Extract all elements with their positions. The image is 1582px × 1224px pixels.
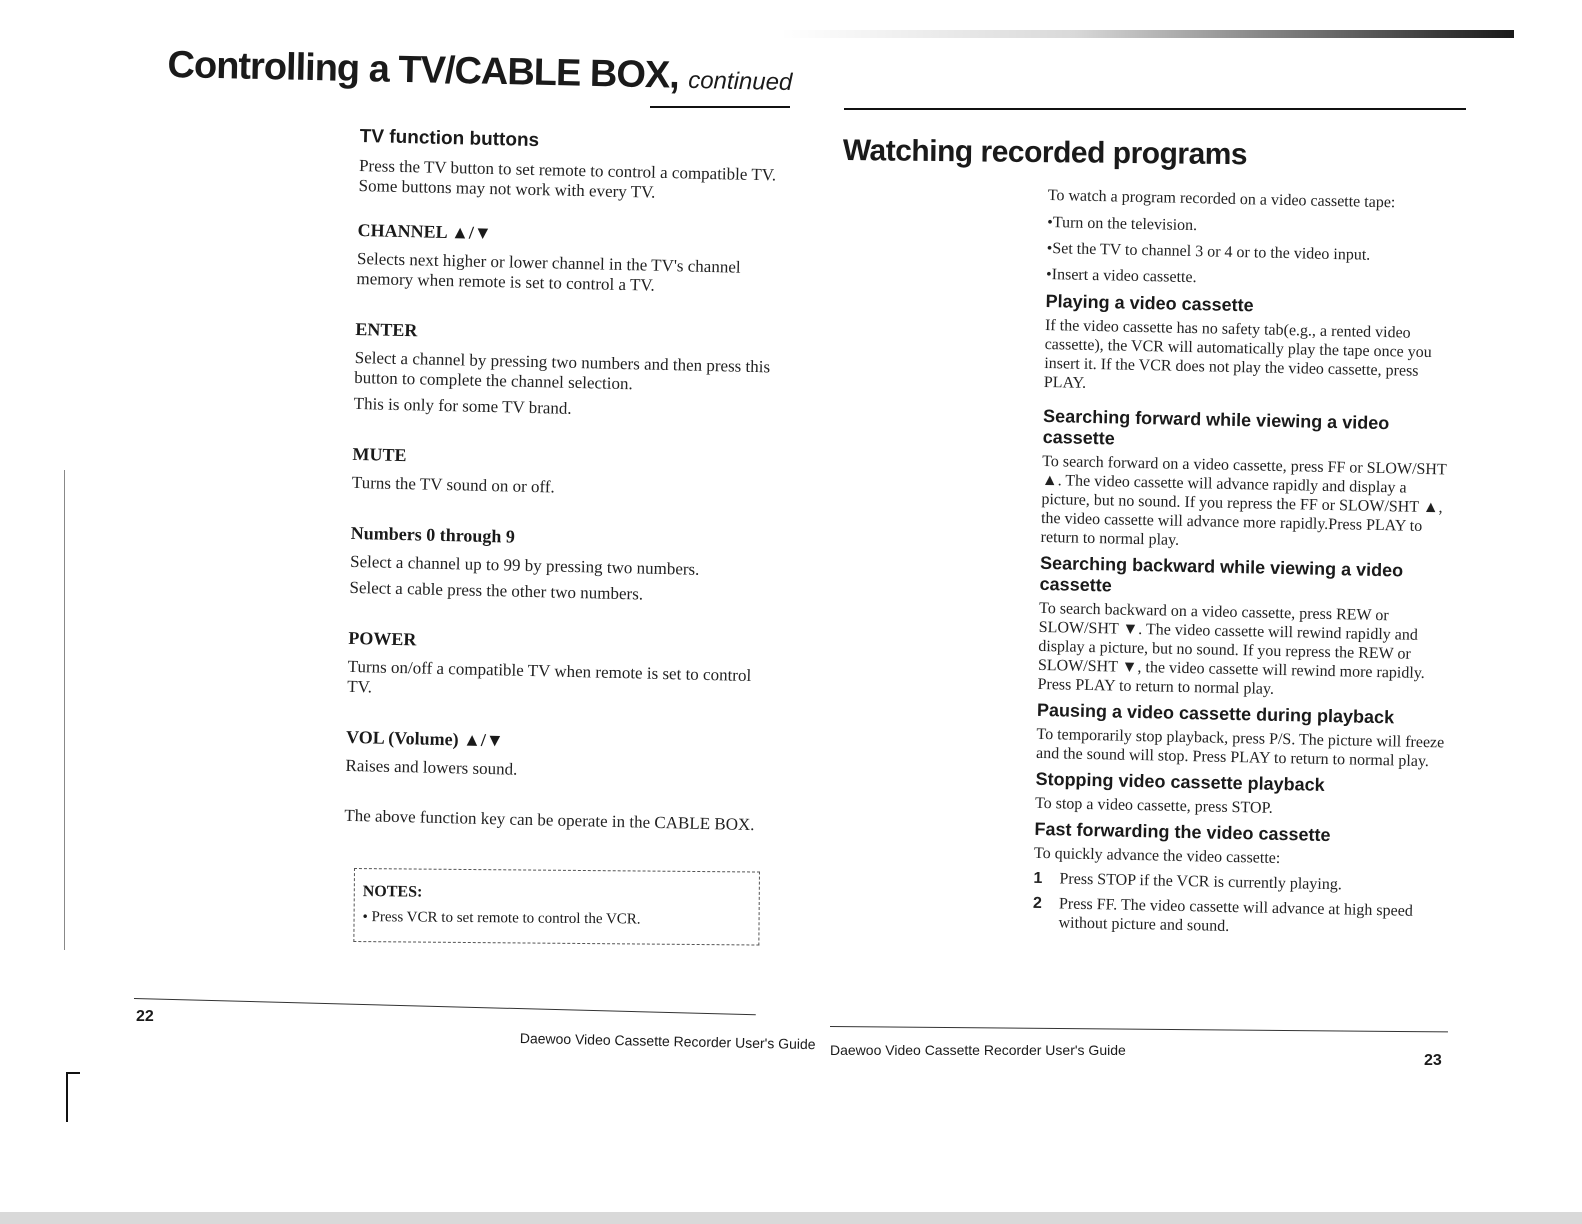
section-text: To search forward on a video cassette, press FF or SLOW/SHT ▲. The video cassette will advance rapidly and display a picture, but no sound. If you repress the FF or SLOW/SHT ▲, the video cassette will advance more rapidly.Press PLAY to return to normal play. <box>1040 452 1447 549</box>
notes-box <box>353 868 760 946</box>
header-rule <box>844 108 1466 110</box>
section-heading: TV function buttons <box>359 126 540 152</box>
footer-rule <box>830 1026 1448 1032</box>
corner-mark <box>66 1072 68 1122</box>
closing-text: The above function key can be operate in the CABLE BOX. <box>344 805 755 835</box>
bullet-item: •Set the TV to channel 3 or 4 or to the video input. <box>1046 239 1371 264</box>
right-content <box>1032 186 1458 940</box>
page-title: Watching recorded programs <box>842 134 1248 172</box>
section-heading: Searching backward while viewing a video cassette <box>1039 552 1404 596</box>
notes-label: NOTES: <box>362 883 423 901</box>
page-title <box>167 44 793 100</box>
function-text: Selects next higher or lower channel in the TV's channel memory when remote is set to control a TV. <box>356 248 741 295</box>
function-item <box>353 319 785 424</box>
section-text: To search backward on a video cassette, press REW or SLOW/SHT ▼. The video cassette will rewind rapidly and display a picture, but no sound. If you repress the REW or SLOW/SHT ▼, the video cassette will rewind more rapidly. Press PLAY to return to normal play. <box>1037 599 1425 698</box>
corner-mark <box>66 1072 80 1074</box>
footer-rule <box>134 998 756 1015</box>
left-content <box>344 126 790 836</box>
section-heading: Playing a video cassette <box>1045 290 1254 316</box>
title-rule <box>650 106 790 108</box>
section-text: To stop a video cassette, press STOP. <box>1034 794 1273 817</box>
section-heading: Searching forward while viewing a video cassette <box>1042 405 1390 449</box>
function-item <box>356 220 787 299</box>
step-text: Press FF. The video cassette will advance at high speed without picture and sound. <box>1058 895 1413 935</box>
page-number: 23 <box>1424 1052 1442 1069</box>
step-number: 1 <box>1033 869 1043 888</box>
function-text: Select a channel by pressing two numbers and then press this button to complete the channel selection. <box>354 347 771 394</box>
section-text: To temporarily stop playback, press P/S. The picture will freeze and the sound will stop. Press PLAY to return to normal play. <box>1035 725 1445 771</box>
function-text: Turns the TV sound on or off. <box>351 472 555 497</box>
step-item <box>1032 894 1443 941</box>
margin-line <box>64 470 65 950</box>
section-heading: Fast forwarding the video cassette <box>1034 818 1331 846</box>
scan-edge-shadow <box>780 30 1514 38</box>
title-text: Controlling a TV/CABLE BOX, <box>167 44 680 97</box>
step-number: 2 <box>1032 894 1043 913</box>
section-text: If the video cassette has no safety tab(e.g., a rented video cassette), the VCR will automatically play the tape once you insert it. If the VCR does not play the video cassette, press PLAY. <box>1043 316 1432 392</box>
page-number: 22 <box>136 1008 154 1025</box>
function-name: CHANNEL ▲/▼ <box>357 219 492 244</box>
function-extra: This is only for some TV brand. <box>353 393 572 418</box>
function-name: ENTER <box>355 318 418 341</box>
step-text: Press STOP if the VCR is currently playing. <box>1059 870 1342 894</box>
function-name: Numbers 0 through 9 <box>350 522 516 547</box>
step-item <box>1033 869 1443 897</box>
section-text: To quickly advance the video cassette: <box>1033 844 1281 868</box>
bullet-item: •Turn on the television. <box>1047 213 1198 235</box>
bullet-item: •Insert a video cassette. <box>1045 265 1197 287</box>
function-name: POWER <box>348 627 417 650</box>
function-text: Turns on/off a compatible TV when remote is set to control TV. <box>347 656 752 697</box>
function-item <box>347 628 778 707</box>
function-name: MUTE <box>352 443 407 466</box>
intro-section <box>358 126 789 206</box>
function-item <box>352 444 783 503</box>
title-suffix: continued <box>687 66 793 97</box>
footer-text: Daewoo Video Cassette Recorder User's Guide <box>519 1030 816 1053</box>
footer-text: Daewoo Video Cassette Recorder User's Guide <box>830 1042 1126 1058</box>
function-text: Select a channel up to 99 by pressing two numbers. <box>349 551 700 579</box>
function-item <box>345 727 776 786</box>
scan-bottom-edge <box>0 1212 1582 1224</box>
section-text: Press the TV button to set remote to control a compatible TV. Some buttons may not work with every TV. <box>358 155 777 202</box>
intro-text: To watch a program recorded on a video cassette tape: <box>1047 186 1396 212</box>
section-heading: Stopping video cassette playback <box>1035 768 1325 795</box>
function-item <box>349 523 781 608</box>
function-text: Raises and lowers sound. <box>345 755 518 779</box>
function-extra: Select a cable press the other two numbers. <box>349 577 644 604</box>
notes-item: • Press VCR to set remote to control the VCR. <box>362 909 641 928</box>
function-name: VOL (Volume) ▲/▼ <box>345 726 504 751</box>
section-heading: Pausing a video cassette during playback <box>1036 699 1395 728</box>
